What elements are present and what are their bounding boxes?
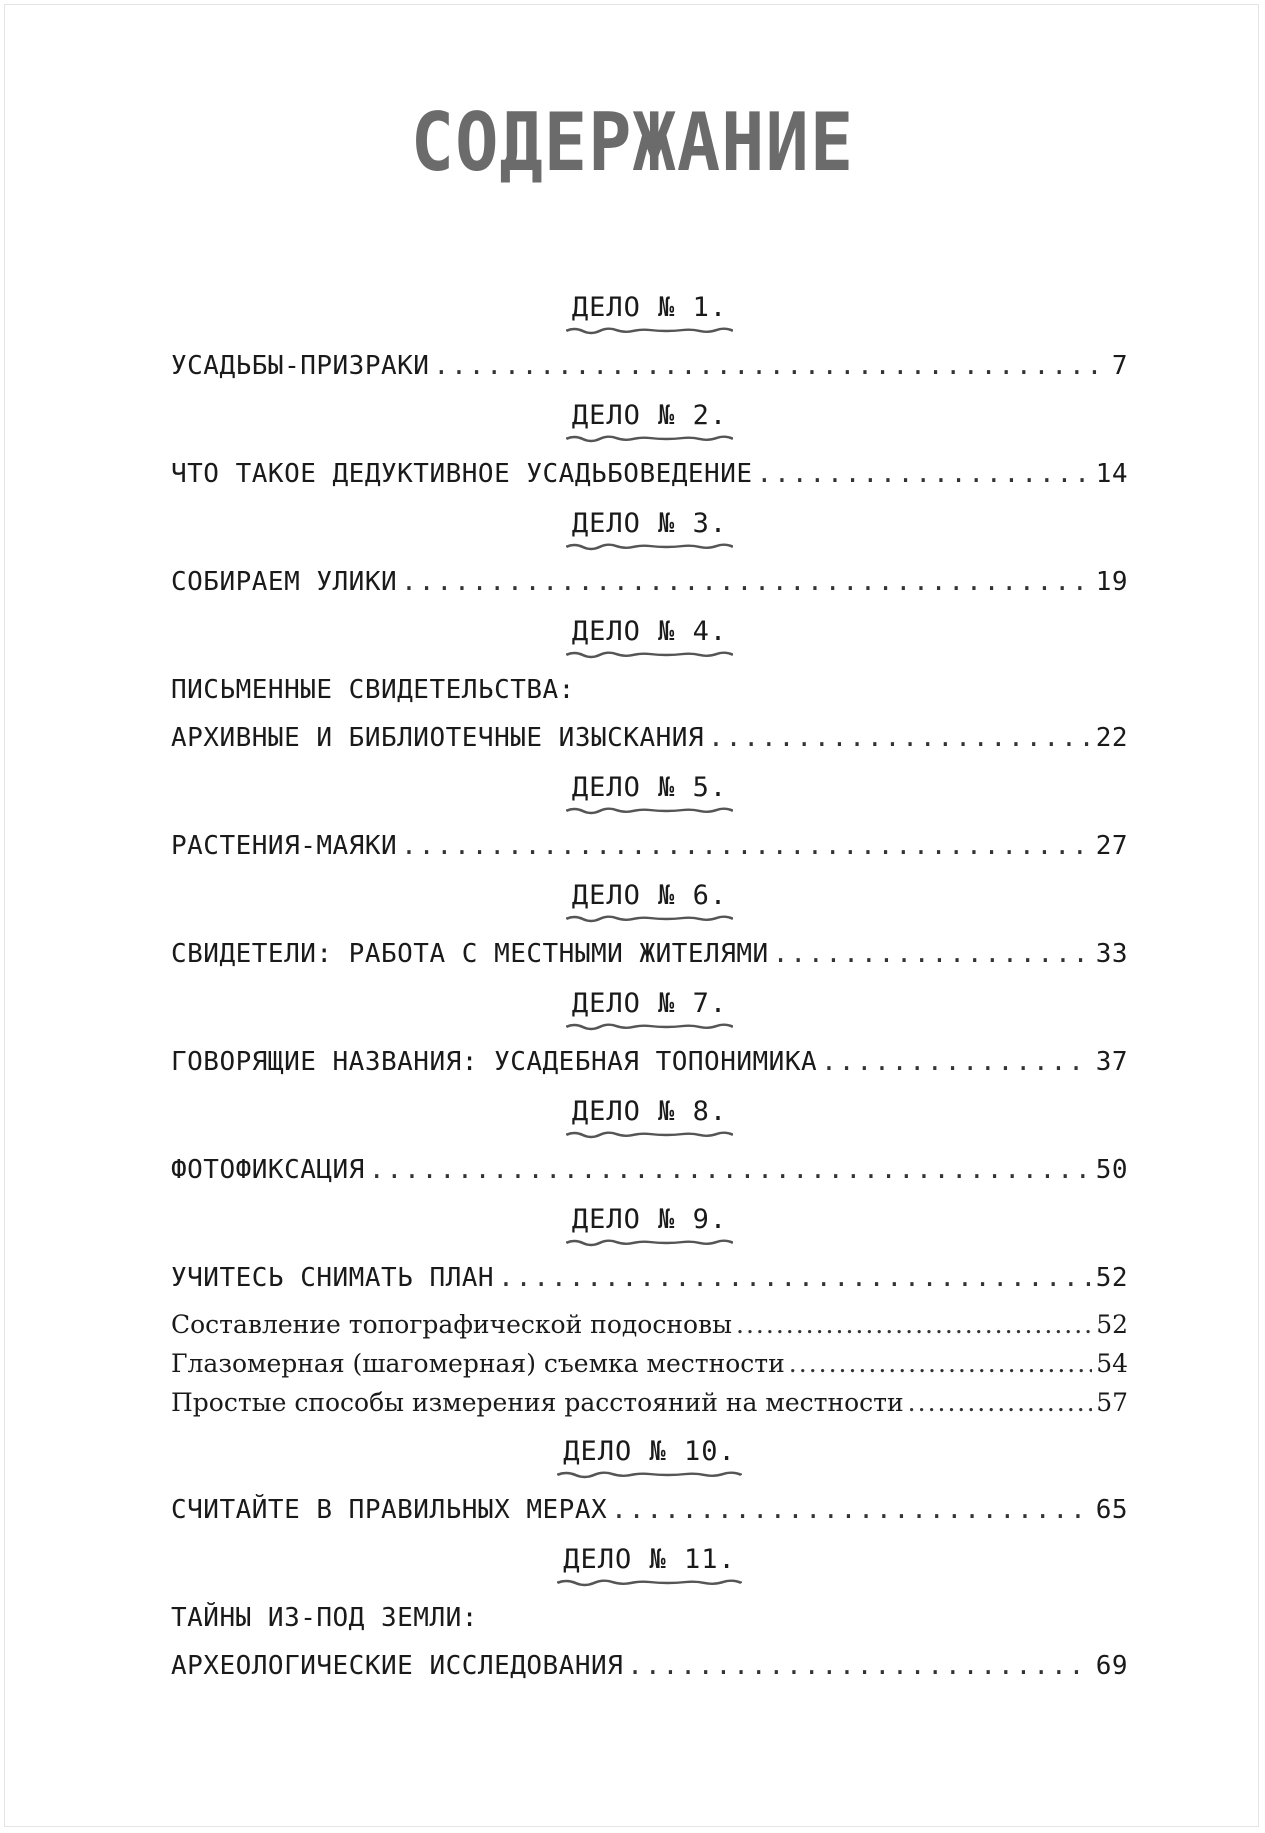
toc-entry-page: 27 [1095, 831, 1128, 861]
toc-subentry-title: Составление топографической подосновы [171, 1310, 733, 1339]
toc-subentry-title: Глазомерная (шагомерная) съемка местности [171, 1349, 785, 1378]
toc-entry-7[interactable] [171, 1044, 1128, 1080]
case-heading-label: ДЕЛО № 3. [571, 508, 728, 539]
squiggle-underline-icon [566, 649, 733, 659]
toc-entry-5[interactable] [171, 828, 1128, 864]
squiggle-underline-icon [566, 1237, 733, 1247]
toc-entry-10[interactable] [171, 1492, 1128, 1528]
toc-subentry-page: 52 [1096, 1310, 1128, 1339]
toc-entry-page: 33 [1095, 939, 1128, 969]
dot-leader [736, 1308, 1092, 1342]
case-heading-6 [171, 878, 1128, 914]
toc-entry-title-line2: АРХИВНЫЕ И БИБЛИОТЕЧНЫЕ ИЗЫСКАНИЯ [171, 723, 705, 753]
toc-entry-title: УСАДЬБЫ-ПРИЗРАКИ [171, 351, 430, 381]
case-heading-label: ДЕЛО № 1. [571, 292, 728, 323]
toc-entry-title: РАСТЕНИЯ-МАЯКИ [171, 831, 398, 861]
toc-entry-page: 69 [1095, 1651, 1128, 1681]
toc-entry-title: ГОВОРЯЩИЕ НАЗВАНИЯ: УСАДЕБНАЯ ТОПОНИМИКА [171, 1047, 818, 1077]
squiggle-underline-icon [566, 913, 733, 923]
squiggle-underline-icon [557, 1577, 742, 1587]
dot-leader [401, 828, 1092, 864]
toc-subentry-9-2[interactable] [171, 1347, 1128, 1381]
dot-leader [433, 348, 1107, 384]
toc-entry-title-line2: АРХЕОЛОГИЧЕСКИЕ ИССЛЕДОВАНИЯ [171, 1651, 624, 1681]
squiggle-underline-icon [557, 1469, 742, 1479]
page-title: СОДЕРЖАНИЕ [410, 95, 855, 190]
squiggle-underline-icon [566, 1129, 733, 1139]
dot-leader [369, 1152, 1092, 1188]
toc-entry-8[interactable] [171, 1152, 1128, 1188]
dot-leader [821, 1044, 1092, 1080]
squiggle-underline-icon [566, 1021, 733, 1031]
toc-entry-page: 14 [1095, 459, 1128, 489]
toc-entry-page: 19 [1095, 567, 1128, 597]
case-heading-4 [171, 614, 1128, 650]
case-heading-10 [171, 1434, 1128, 1470]
toc-entry-title: ЧТО ТАКОЕ ДЕДУКТИВНОЕ УСАДЬБОВЕДЕНИЕ [171, 459, 753, 489]
squiggle-underline-icon [566, 433, 733, 443]
case-heading-label: ДЕЛО № 11. [563, 1544, 736, 1575]
toc-entry-4[interactable] [171, 672, 1128, 756]
case-heading-9 [171, 1202, 1128, 1238]
toc-subentry-page: 54 [1096, 1349, 1128, 1378]
case-heading-7 [171, 986, 1128, 1022]
case-heading-label: ДЕЛО № 8. [571, 1096, 728, 1127]
case-heading-label: ДЕЛО № 7. [571, 988, 728, 1019]
case-heading-11 [171, 1542, 1128, 1578]
case-heading-label: ДЕЛО № 10. [563, 1436, 736, 1467]
toc-entry-1[interactable] [171, 348, 1128, 384]
toc-entry-title: СЧИТАЙТЕ В ПРАВИЛЬНЫХ МЕРАХ [171, 1495, 608, 1525]
toc-subentry-title: Простые способы измерения расстояний на местности [171, 1388, 904, 1417]
toc-subentry-9-3[interactable] [171, 1386, 1128, 1420]
toc-entry-3[interactable] [171, 564, 1128, 600]
case-heading-label: ДЕЛО № 5. [571, 772, 728, 803]
toc-entry-title: ФОТОФИКСАЦИЯ [171, 1155, 365, 1185]
toc-subentry-page: 57 [1096, 1388, 1128, 1417]
toc-subentry-9-1[interactable] [171, 1308, 1128, 1342]
toc-entry-title: УЧИТЕСЬ СНИМАТЬ ПЛАН [171, 1263, 495, 1293]
toc-entry-page: 50 [1095, 1155, 1128, 1185]
case-heading-2 [171, 398, 1128, 434]
case-heading-8 [171, 1094, 1128, 1130]
toc-entry-page: 37 [1095, 1047, 1128, 1077]
toc-entry-page: 22 [1095, 723, 1128, 753]
toc-entry-2[interactable] [171, 456, 1128, 492]
toc-entry-title: СВИДЕТЕЛИ: РАБОТА С МЕСТНЫМИ ЖИТЕЛЯМИ [171, 939, 769, 969]
dot-leader [498, 1260, 1092, 1296]
dot-leader [789, 1347, 1092, 1381]
case-heading-label: ДЕЛО № 9. [571, 1204, 728, 1235]
case-heading-label: ДЕЛО № 2. [571, 400, 728, 431]
dot-leader [773, 936, 1092, 972]
dot-leader [708, 720, 1092, 756]
toc-entry-page: 52 [1095, 1263, 1128, 1293]
squiggle-underline-icon [566, 541, 733, 551]
dot-leader [401, 564, 1092, 600]
case-heading-label: ДЕЛО № 6. [571, 880, 728, 911]
toc-entry-title: СОБИРАЕМ УЛИКИ [171, 567, 398, 597]
toc-entry-11[interactable] [171, 1600, 1128, 1684]
dot-leader [908, 1386, 1093, 1420]
dot-leader [627, 1648, 1091, 1684]
dot-leader [611, 1492, 1092, 1528]
toc-entry-page: 7 [1111, 351, 1128, 381]
table-of-contents [171, 290, 1128, 1684]
toc-entry-page: 65 [1095, 1495, 1128, 1525]
case-heading-1 [171, 290, 1128, 326]
dot-leader [757, 456, 1092, 492]
toc-entry-9[interactable] [171, 1260, 1128, 1296]
case-heading-label: ДЕЛО № 4. [571, 616, 728, 647]
toc-entry-title-line1: ПИСЬМЕННЫЕ СВИДЕТЕЛЬСТВА: [171, 675, 575, 705]
toc-entry-6[interactable] [171, 936, 1128, 972]
squiggle-underline-icon [566, 325, 733, 335]
case-heading-5 [171, 770, 1128, 806]
squiggle-underline-icon [566, 805, 733, 815]
toc-entry-title-line1: ТАЙНЫ ИЗ-ПОД ЗЕМЛИ: [171, 1603, 478, 1633]
case-heading-3 [171, 506, 1128, 542]
